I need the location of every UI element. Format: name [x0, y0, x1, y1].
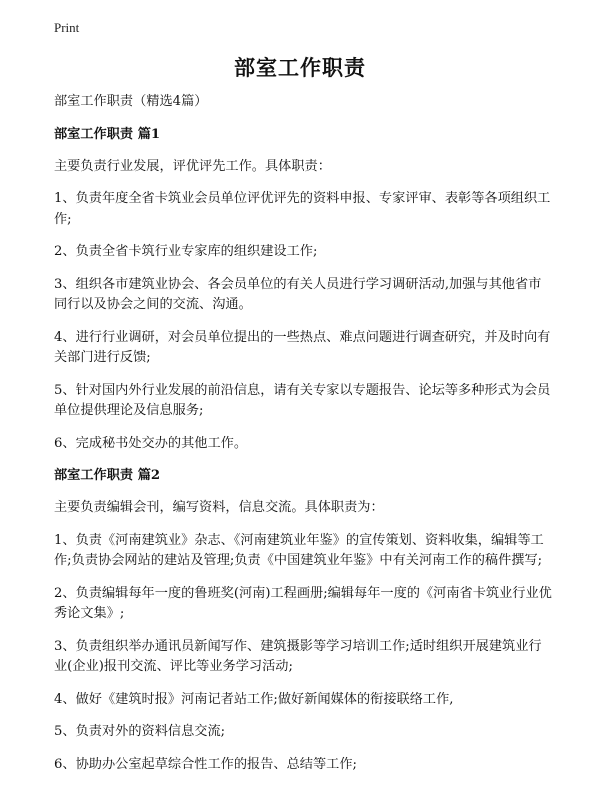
- section-2: [54, 466, 554, 775]
- list-item: 3、组织各市建筑业协会、各会员单位的有关人员进行学习调研活动,加强与其他省市同行以及协会之间的交流、沟通。: [54, 276, 542, 312]
- document-title: 部室工作职责: [234, 55, 366, 80]
- list-item: 6、完成秘书处交办的其他工作。: [54, 435, 248, 451]
- section-heading: 部室工作职责 篇2: [54, 468, 161, 483]
- list-item: 4、进行行业调研，对会员单位提出的一些热点、难点问题进行调查研究，并及时向有关部门进行反馈;: [54, 329, 551, 365]
- section-summary: 主要负责行业发展，评优评先工作。具体职责：: [54, 158, 331, 174]
- section-1: [54, 125, 554, 455]
- print-label[interactable]: Print: [54, 20, 80, 35]
- list-item: 1、负责年度全省卡筑业会员单位评优评先的资料申报、专家评审、表彰等各项组织工作;: [54, 191, 551, 227]
- list-item: 2、负责编辑每年一度的鲁班奖(河南)工程画册;编辑每年一度的《河南省卡筑业行业优秀论文集》;: [54, 585, 552, 621]
- section-summary: 主要负责编辑会刊，编写资料，信息交流。具体职责为：: [54, 500, 384, 515]
- list-item: 4、做好《建筑时报》河南记者站工作;做好新闻媒体的衔接联络工作,: [54, 691, 454, 707]
- section-heading: 部室工作职责 篇1: [54, 126, 161, 142]
- document-body: [54, 92, 554, 787]
- intro-line: 部室工作职责（精选4篇）: [54, 94, 208, 109]
- list-item: 3、负责组织举办通讯员新闻写作、建筑摄影等学习培训工作;适时组织开展建筑业行业(企业)报刊交流、评比等业务学习活动;: [54, 638, 542, 674]
- list-item: 2、负责全省卡筑行业专家库的组织建设工作;: [54, 244, 318, 259]
- list-item: 5、负责对外的资料信息交流;: [54, 724, 226, 739]
- list-item: 5、针对国内外行业发展的前沿信息，请有关专家以专题报告、论坛等多种形式为会员单位提供理论及信息服务;: [54, 382, 551, 418]
- list-item: 1、负责《河南建筑业》杂志、《河南建筑业年鉴》的宣传策划、资料收集，编辑等工作;负责协会网站的建站及管理;负责《中国建筑业年鉴》中有关河南工作的稿件撰写;: [54, 532, 544, 568]
- list-item: 6、协助办公室起草综合性工作的报告、总结等工作;: [54, 756, 357, 772]
